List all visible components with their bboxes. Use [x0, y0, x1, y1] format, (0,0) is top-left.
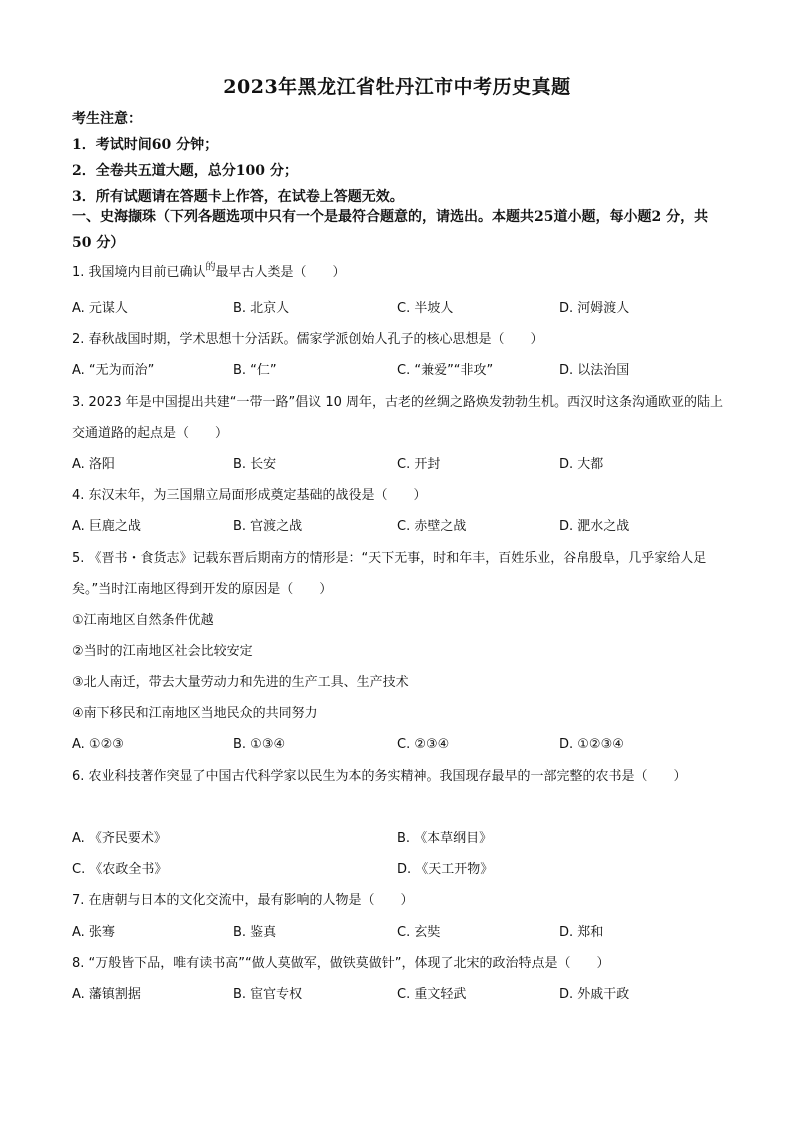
question-stem: 3. 2023 年是中国提出共建“一带一路”倡议 10 周年，古老的丝绸之路焕发勃勃生机。西汉时这条沟通欧亚的陆上交通道路的起点是（ ） — [72, 395, 724, 441]
option[interactable]: B. ①③④ — [233, 737, 286, 752]
question-stem: 6. 农业科技著作突显了中国古代科学家以民生为本的务实精神。我国现存最早的一部完整的农书是（ ） — [72, 769, 687, 784]
statement-item: ③北人南迁，带去大量劳动力和先进的生产工具、生产技术 — [72, 675, 409, 690]
option[interactable]: D. 外戚干政 — [559, 987, 630, 1002]
option[interactable]: D. 郑和 — [559, 925, 604, 940]
options-row — [72, 823, 724, 854]
option[interactable]: A. ①②③ — [72, 737, 124, 752]
stem-sup: 的 — [205, 262, 216, 273]
options-row — [72, 511, 724, 542]
notice-item: 3．所有试题请在答题卡上作答，在试卷上答题无效。 — [72, 189, 404, 205]
options-row — [72, 293, 724, 324]
option[interactable]: A. 元谋人 — [72, 301, 128, 316]
option[interactable]: B. “仁” — [233, 363, 277, 378]
option[interactable]: D. 以法治国 — [559, 363, 630, 378]
options-row — [72, 917, 724, 948]
option[interactable]: A. “无为而治” — [72, 363, 155, 378]
question-stem: 8. “万般皆下品，唯有读书高”“做人莫做军，做铁莫做针”，体现了北宋的政治特点是（ ） — [72, 956, 610, 971]
option[interactable]: A. 张骞 — [72, 925, 115, 940]
option[interactable]: B. 宦官专权 — [233, 987, 303, 1002]
statement-item: ①江南地区自然条件优越 — [72, 613, 214, 628]
notice-heading: 考生注意： — [72, 111, 142, 127]
page-title: 2023年黑龙江省牡丹江市中考历史真题 — [223, 76, 571, 98]
question-stem: 2. 春秋战国时期，学术思想十分活跃。儒家学派创始人孔子的核心思想是（ ） — [72, 332, 544, 347]
option[interactable]: C. 开封 — [397, 457, 441, 472]
option[interactable]: B. 北京人 — [233, 301, 290, 316]
option[interactable]: A. 《齐民要术》 — [72, 831, 167, 846]
option[interactable]: D. 大都 — [559, 457, 604, 472]
option[interactable]: C. 半坡人 — [397, 301, 454, 316]
notice-item: 1．考试时间60 分钟； — [72, 137, 219, 153]
statement-item: ④南下移民和江南地区当地民众的共同努力 — [72, 706, 318, 721]
question-stem: 5. 《晋书・食货志》记载东晋后期南方的情形是：“天下无事，时和年丰，百姓乐业，谷帛殷阜，几乎家给人足矣。”当时江南地区得到开发的原因是（ ） — [72, 551, 707, 597]
option[interactable]: B. 长安 — [233, 457, 277, 472]
option[interactable]: B. 官渡之战 — [233, 519, 303, 534]
option[interactable]: C. 玄奘 — [397, 925, 441, 940]
options-row — [72, 979, 724, 1010]
question-stem — [72, 257, 724, 289]
option[interactable]: C. 《农政全书》 — [72, 862, 168, 877]
option[interactable]: B. 《本草纲目》 — [397, 831, 493, 846]
option[interactable]: D. 河姆渡人 — [559, 301, 630, 316]
option[interactable]: C. 赤壁之战 — [397, 519, 467, 534]
options-row — [72, 449, 724, 480]
option[interactable]: C. “兼爱”“非攻” — [397, 363, 494, 378]
notice-item: 2．全卷共五道大题，总分100 分； — [72, 163, 298, 179]
options-row — [72, 854, 724, 885]
options-row — [72, 729, 724, 760]
option[interactable]: C. ②③④ — [397, 737, 450, 752]
statement-item: ②当时的江南地区社会比较安定 — [72, 644, 253, 659]
stem-text: 最早古人类是（ ） — [215, 265, 346, 280]
options-row — [72, 355, 724, 386]
option[interactable]: A. 巨鹿之战 — [72, 519, 141, 534]
section-heading: 一、史海撷珠（下列各题选项中只有一个是最符合题意的，请选出。本题共25道小题，每小题2 分，共50 分） — [72, 209, 709, 251]
option[interactable]: D. ①②③④ — [559, 737, 624, 752]
option[interactable]: A. 洛阳 — [72, 457, 115, 472]
question-stem: 7. 在唐朝与日本的文化交流中，最有影响的人物是（ ） — [72, 893, 414, 908]
option[interactable]: D. 《天工开物》 — [397, 862, 494, 877]
option[interactable]: B. 鉴真 — [233, 925, 277, 940]
question-stem: 4. 东汉末年，为三国鼎立局面形成奠定基础的战役是（ ） — [72, 488, 427, 503]
option[interactable]: D. 淝水之战 — [559, 519, 630, 534]
option[interactable]: A. 藩镇割据 — [72, 987, 141, 1002]
exam-notice — [72, 106, 404, 210]
stem-text: 1. 我国境内目前已确认 — [72, 265, 206, 280]
option[interactable]: C. 重文轻武 — [397, 987, 467, 1002]
